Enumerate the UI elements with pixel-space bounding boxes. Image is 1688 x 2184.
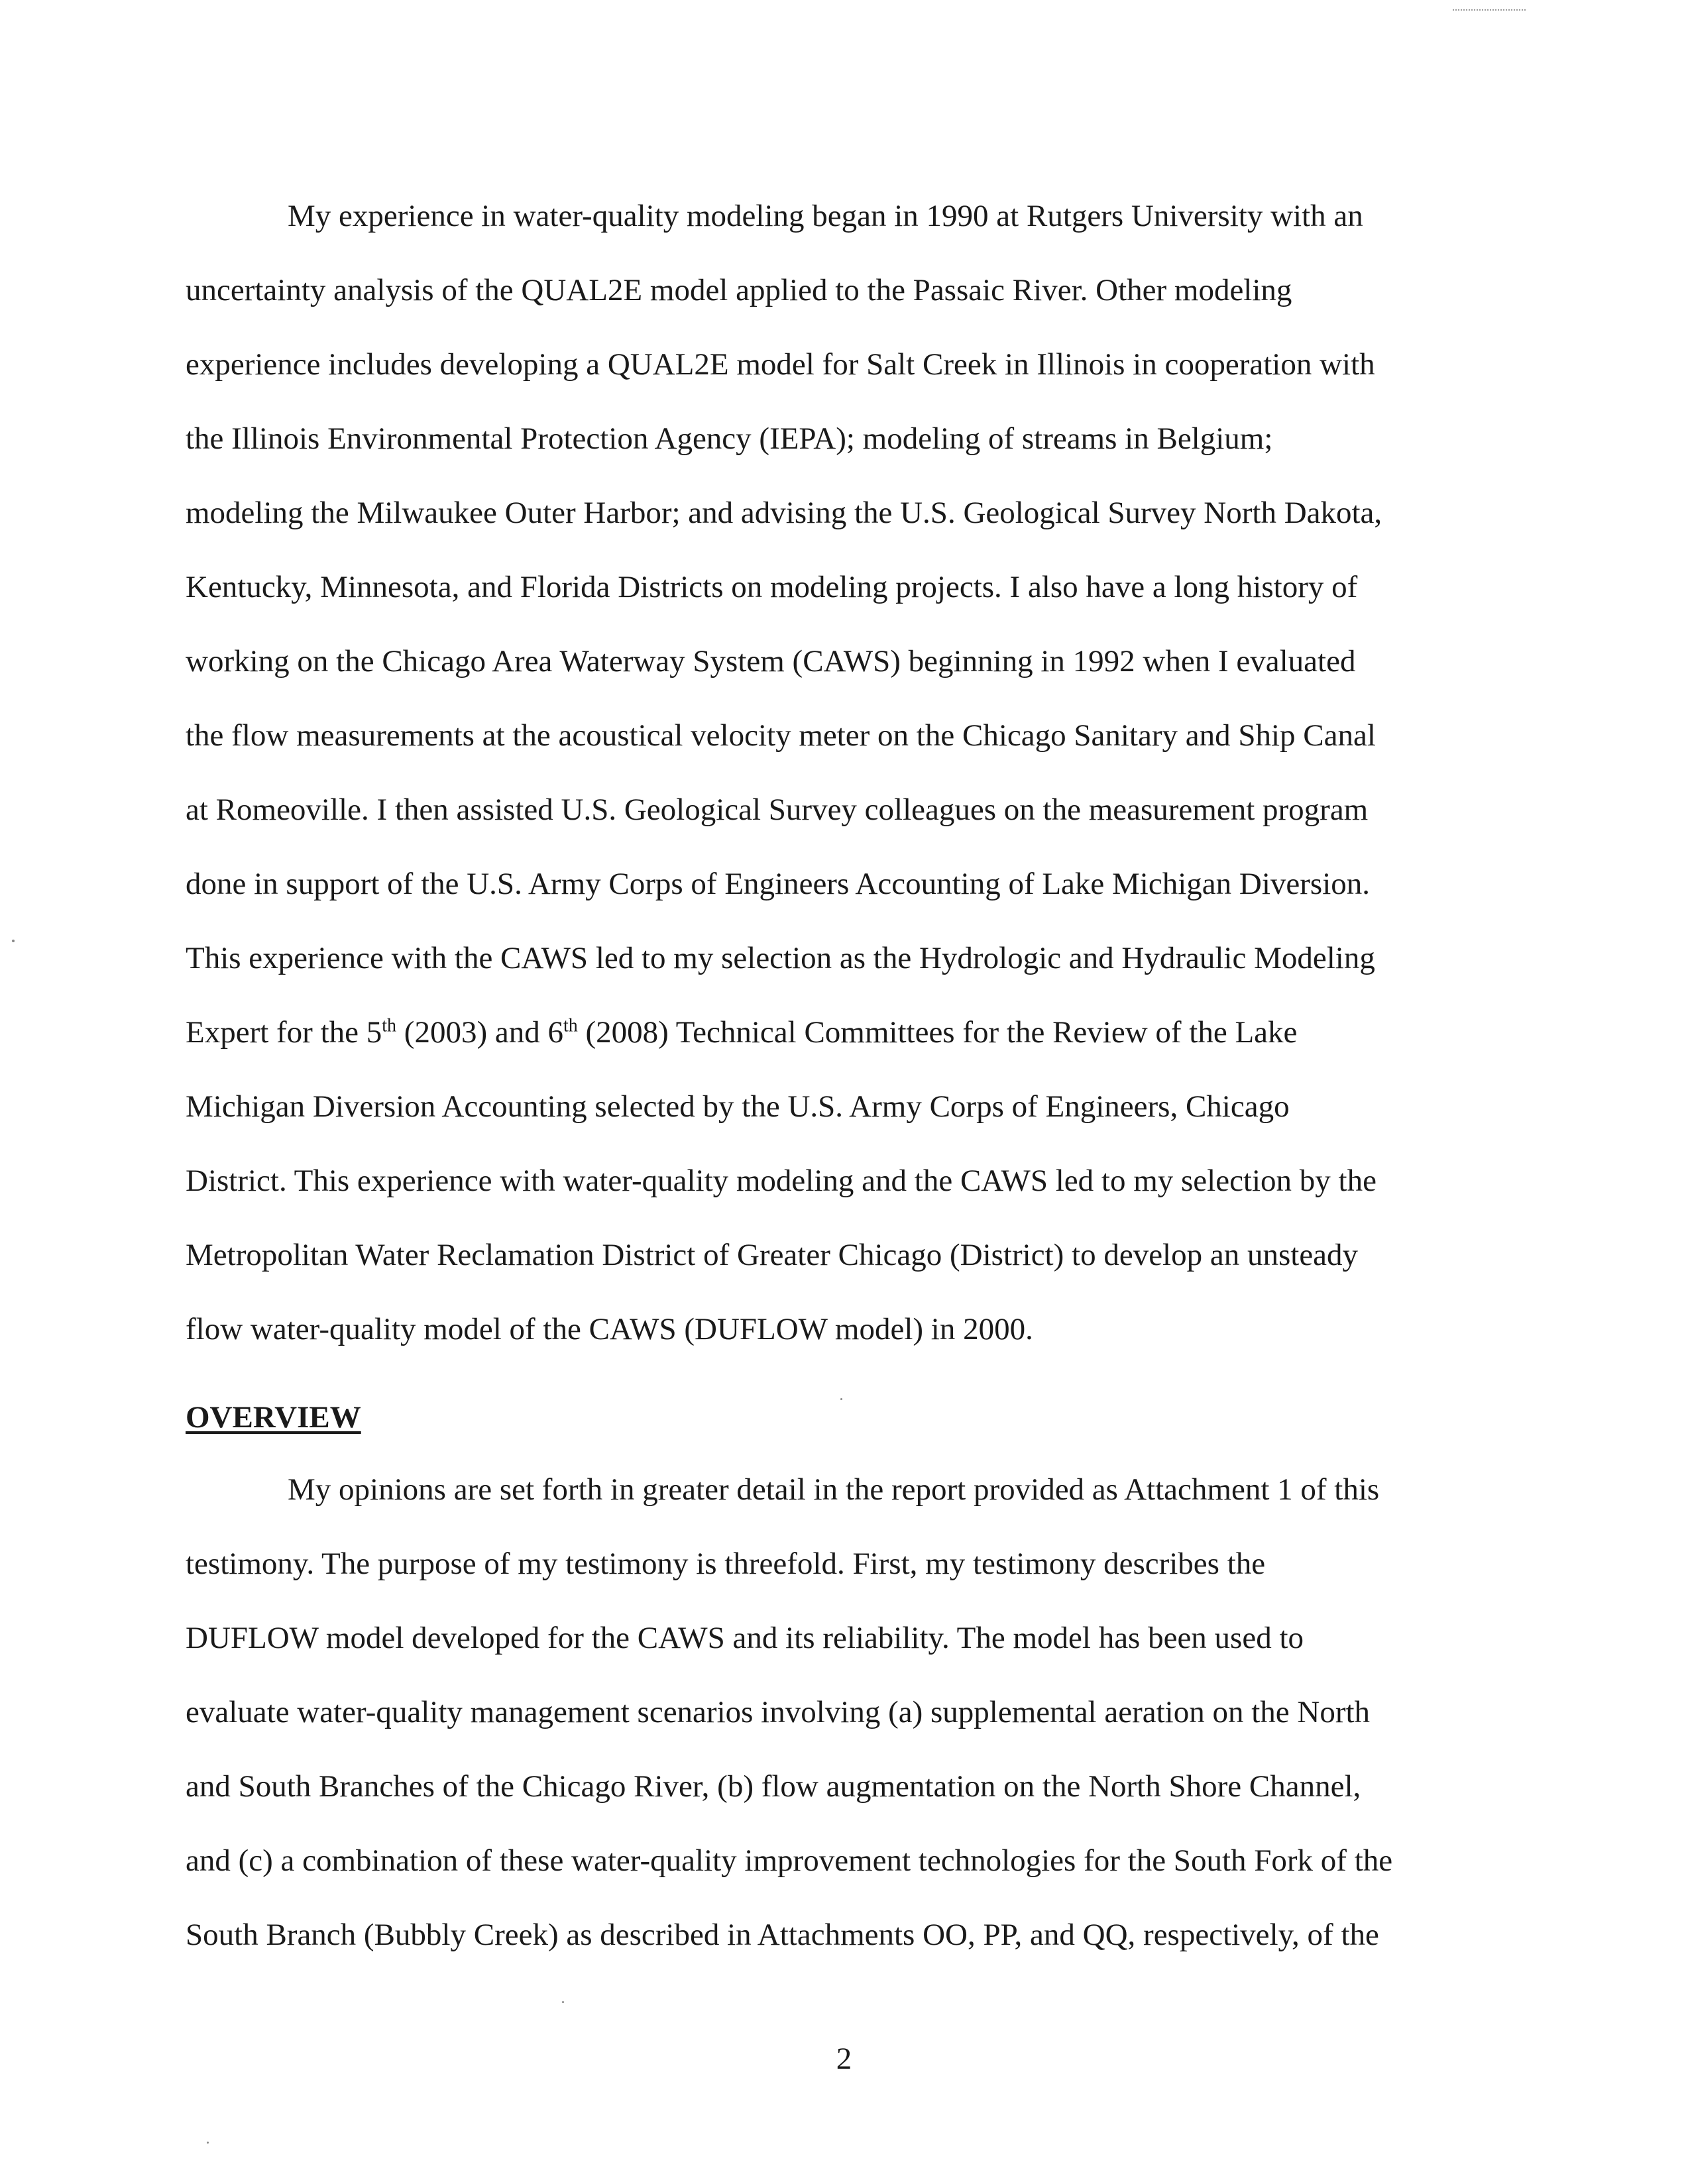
paragraph-1-line-16: flow water-quality model of the CAWS (DUFLOW model) in 2000. xyxy=(186,1312,1033,1346)
expert-text-a: Expert for the 5 xyxy=(186,1015,382,1050)
paragraph-1-line-14: District. This experience with water-quality modeling and the CAWS led to my selection by the xyxy=(186,1164,1377,1198)
scan-speck xyxy=(207,2142,209,2144)
section-heading: OVERVIEW xyxy=(186,1400,361,1435)
paragraph-2-line-6: and (c) a combination of these water-quality improvement technologies for the South Fork of the xyxy=(186,1843,1393,1878)
scan-speck xyxy=(12,940,15,942)
paragraph-1-line-9: at Romeoville. I then assisted U.S. Geological Survey colleagues on the measurement program xyxy=(186,792,1369,827)
paragraph-1-line-1: My experience in water-quality modeling began in 1990 at Rutgers University with an xyxy=(288,199,1363,233)
superscript-th-2: th xyxy=(563,1015,578,1036)
paragraph-2-line-3: DUFLOW model developed for the CAWS and its reliability. The model has been used to xyxy=(186,1621,1304,1655)
paragraph-1-line-10: done in support of the U.S. Army Corps of Engineers Accounting of Lake Michigan Diversion. xyxy=(186,867,1371,901)
paragraph-1-line-11: This experience with the CAWS led to my selection as the Hydrologic and Hydraulic Modeling xyxy=(186,941,1375,975)
page-number: 2 xyxy=(836,2042,852,2076)
scan-speck xyxy=(562,2001,564,2003)
paragraph-1-line-2: uncertainty analysis of the QUAL2E model applied to the Passaic River. Other modeling xyxy=(186,273,1292,307)
paragraph-1-line-6: Kentucky, Minnesota, and Florida Districts on modeling projects. I also have a long history of xyxy=(186,570,1358,604)
paragraph-1-line-4: the Illinois Environmental Protection Agency (IEPA); modeling of streams in Belgium; xyxy=(186,421,1273,456)
paragraph-1-line-15: Metropolitan Water Reclamation District of Greater Chicago (District) to develop an unsteady xyxy=(186,1238,1359,1272)
scan-artifact-dash xyxy=(1453,9,1526,11)
expert-text-b: (2003) and 6 xyxy=(396,1015,563,1050)
expert-text-c: (2008) Technical Committees for the Review of the Lake xyxy=(577,1015,1298,1050)
paragraph-2-line-7: South Branch (Bubbly Creek) as described in Attachments OO, PP, and QQ, respectively, of the xyxy=(186,1918,1379,1952)
paragraph-1-line-8: the flow measurements at the acoustical velocity meter on the Chicago Sanitary and Ship Canal xyxy=(186,718,1376,753)
paragraph-2-line-2: testimony. The purpose of my testimony is threefold. First, my testimony describes the xyxy=(186,1547,1266,1581)
paragraph-1-line-5: modeling the Milwaukee Outer Harbor; and advising the U.S. Geological Survey North Dakota, xyxy=(186,496,1382,530)
paragraph-2-line-1: My opinions are set forth in greater detail in the report provided as Attachment 1 of this xyxy=(288,1472,1380,1507)
scan-speck xyxy=(840,1398,842,1400)
paragraph-2-line-5: and South Branches of the Chicago River, (b) flow augmentation on the North Shore Channel, xyxy=(186,1769,1361,1804)
paragraph-1-line-13: Michigan Diversion Accounting selected by the U.S. Army Corps of Engineers, Chicago xyxy=(186,1089,1290,1124)
paragraph-1-line-3: experience includes developing a QUAL2E model for Salt Creek in Illinois in cooperation with xyxy=(186,347,1375,382)
superscript-th-1: th xyxy=(382,1015,397,1036)
paragraph-2-line-4: evaluate water-quality management scenarios involving (a) supplemental aeration on the North xyxy=(186,1695,1371,1729)
paragraph-1-line-12 xyxy=(186,1014,1297,1051)
paragraph-1-line-7: working on the Chicago Area Waterway System (CAWS) beginning in 1992 when I evaluated xyxy=(186,644,1356,679)
